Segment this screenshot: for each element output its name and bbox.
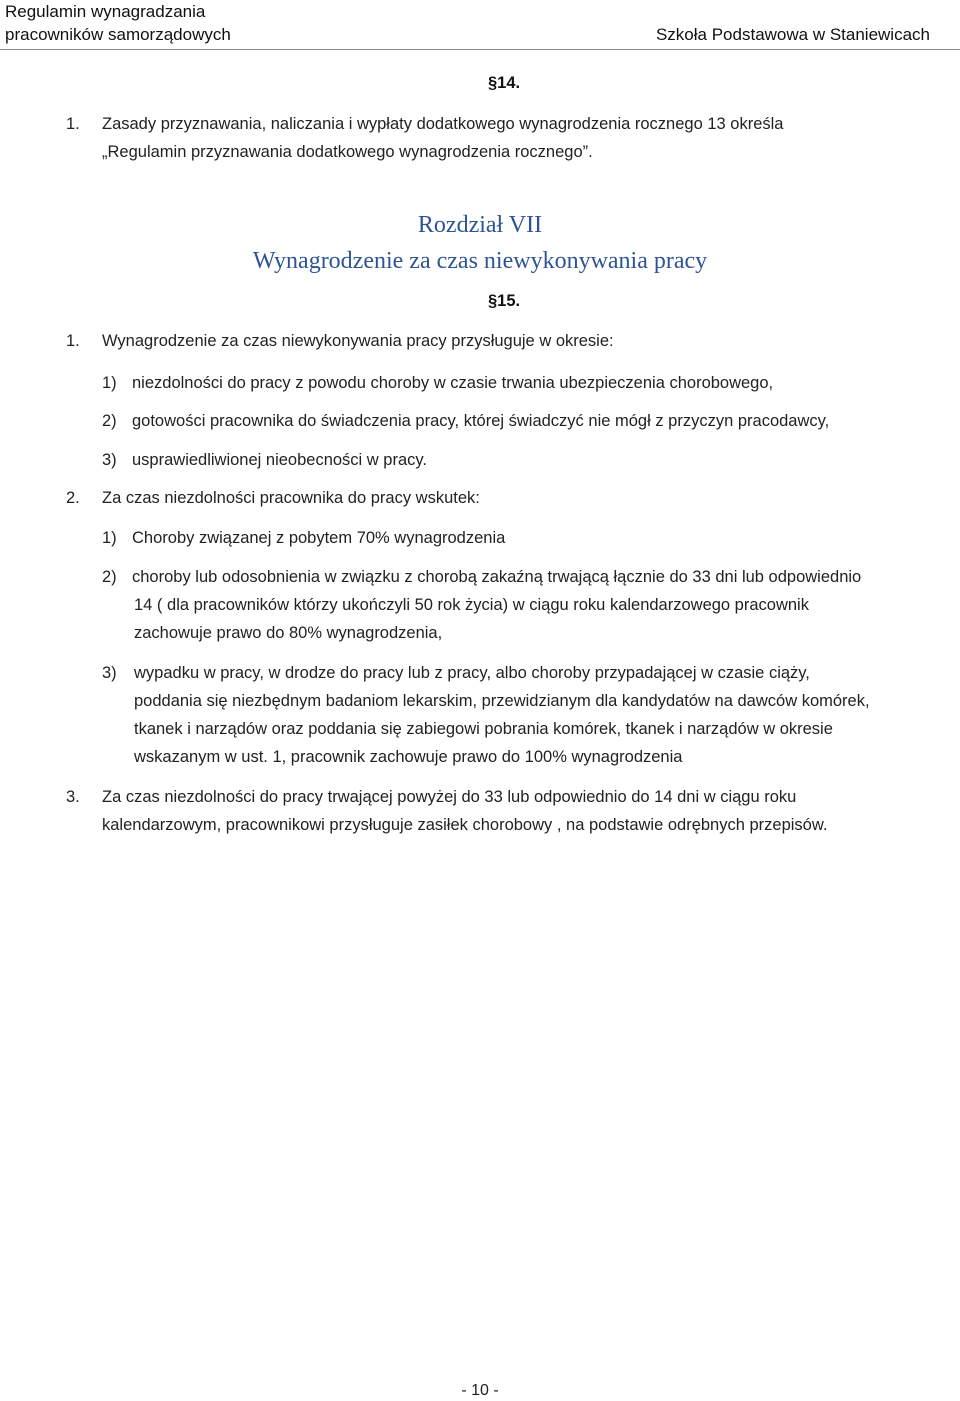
s15-p1-item2-number: 2) xyxy=(102,412,117,430)
page-number: - 10 - xyxy=(461,1382,499,1399)
s15-p1-item2-text: gotowości pracownika do świadczenia pracy, której świadczyć nie mógł z przyczyn pracodawcy, xyxy=(132,412,830,430)
s15-p2-item2-number: 2) xyxy=(102,568,117,586)
header-title-line2: pracowników samorządowych xyxy=(5,25,231,44)
s15-p2-item3-line4: wskazanym w ust. 1, pracownik zachowuje prawo do 100% wynagrodzenia xyxy=(134,748,683,766)
s15-p1-item3-text: usprawiedliwionej nieobecności w pracy. xyxy=(132,451,428,469)
s15-p3-number: 3. xyxy=(66,788,80,806)
s15-p2-item2-line2: 14 ( dla pracowników którzy ukończyli 50 rok życia) w ciągu roku kalendarzowego pracownik xyxy=(134,596,809,614)
header-title-line1: Regulamin wynagradzania xyxy=(5,2,206,21)
s15-p3-line2: kalendarzowym, pracownikowi przysługuje zasiłek chorobowy , na podstawie odrębnych przepisów. xyxy=(102,816,828,834)
s14-p1-line1: Zasady przyznawania, naliczania i wypłaty dodatkowego wynagrodzenia rocznego 13 określa xyxy=(102,115,784,133)
s14-p1-line2: „Regulamin przyznawania dodatkowego wynagrodzenia rocznego”. xyxy=(102,143,593,161)
header-divider xyxy=(0,49,960,50)
s15-p1-text: Wynagrodzenie za czas niewykonywania pracy przysługuje w okresie: xyxy=(102,332,614,350)
s15-p2-item1-number: 1) xyxy=(102,529,117,547)
s15-p3-line1: Za czas niezdolności do pracy trwającej powyżej do 33 lub odpowiednio do 14 dni w ciągu roku xyxy=(102,788,797,806)
section-15-heading: §15. xyxy=(488,292,521,310)
s15-p1-item1-text: niezdolności do pracy z powodu choroby w czasie trwania ubezpieczenia chorobowego, xyxy=(132,374,774,392)
s15-p2-item3-number: 3) xyxy=(102,664,117,682)
s15-p2-item3-line3: tkanek i narządów oraz poddania się zabiegowi pobrania komórek, tkanek i narządów w okresie xyxy=(134,720,833,738)
s15-p2-text: Za czas niezdolności pracownika do pracy wskutek: xyxy=(102,489,480,507)
s14-p1-number: 1. xyxy=(66,115,80,133)
s15-p2-item2-line3: zachowuje prawo do 80% wynagrodzenia, xyxy=(134,624,443,642)
s15-p1-number: 1. xyxy=(66,332,80,350)
s15-p2-item1-text: Choroby związanej z pobytem 70% wynagrodzenia xyxy=(132,529,506,547)
header-school-name: Szkoła Podstawowa w Staniewicach xyxy=(655,25,930,44)
s15-p2-item3-line2: poddania się niezbędnym badaniom lekarskim, przewidzianym dla kandydatów na dawców komórek, xyxy=(134,692,870,710)
s15-p2-item3-line1: wypadku w pracy, w drodze do pracy lub z pracy, albo choroby przypadającej w czasie ciąży, xyxy=(134,664,810,682)
section-14-heading: §14. xyxy=(488,74,521,92)
s15-p2-number: 2. xyxy=(66,489,80,507)
chapter-title: Rozdział VII xyxy=(417,212,543,238)
s15-p1-item1-number: 1) xyxy=(102,374,117,392)
s15-p2-item2-line1: choroby lub odosobnienia w związku z chorobą zakaźną trwającą łącznie do 33 dni lub odpowiednio xyxy=(132,568,862,586)
s15-p1-item3-number: 3) xyxy=(102,451,117,469)
chapter-subtitle: Wynagrodzenie za czas niewykonywania pracy xyxy=(252,248,708,274)
